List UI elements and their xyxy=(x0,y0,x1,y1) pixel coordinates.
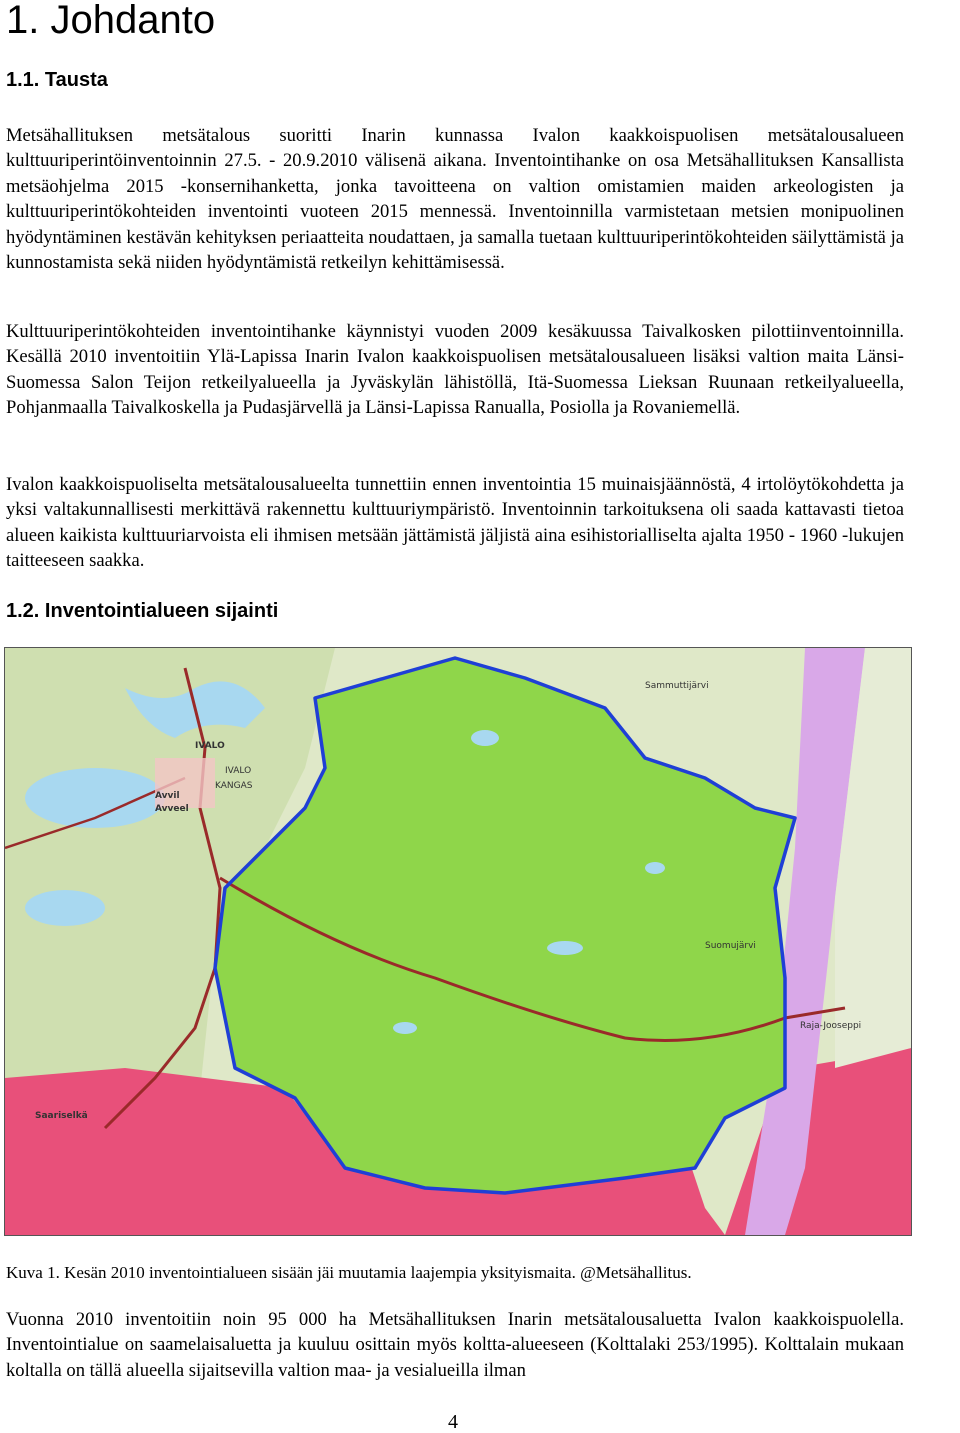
page-number: 4 xyxy=(448,1411,458,1433)
map-label-raja-jooseppi: Raja-Jooseppi xyxy=(800,1021,862,1031)
map-label-kangas: KANGAS xyxy=(215,781,253,791)
lake-shape xyxy=(25,890,105,926)
section-heading-tausta: 1.1. Tausta xyxy=(6,69,108,91)
map-label-avveel: Avveel xyxy=(155,804,189,814)
paragraph-inventory-2010: Vuonna 2010 inventoitiin noin 95 000 ha Metsähallituksen Inarin metsätalousaluetta Ivalon kaakkoispuolella. Inventointialue on saamelaisaluetta ja kuuluu osittain myös koltta-alueeseen (Kolttalaki 253/1995). Kolttalain mukaan koltalla on tällä alueella sijaitsevilla valtion maa- ja vesialueilla ilman xyxy=(6,1309,904,1381)
map-label-ivalo-2: IVALO xyxy=(225,766,252,776)
inventory-area-map xyxy=(4,647,912,1236)
map-label-ivalo: IVALO xyxy=(195,741,225,751)
paragraph-background: Metsähallituksen metsätalous suoritti Inarin kunnassa Ivalon kaakkoispuolisen metsätalousalueen kulttuuriperintöinventoinnin 27.5. - 20.9.2010 välisenä aikana. Inventointihanke on osa Metsähallituksen Kansallista metsäohjelma 2015 -konsernihanketta, jonka tavoitteena on valtion omistamien maiden arkeologisten ja kulttuuriperintökohteiden inventointi vuoteen 2015 mennessä. Inventoinnilla varmistetaan metsien monipuolinen hyödyntäminen kestävän kehityksen periaatteita noudattaen, ja samalla tuetaan kulttuuriperintökohteiden säilyttämistä ja kunnostamista sekä niiden hyödyntämistä retkeilyn kehittämisessä. xyxy=(6,125,904,274)
map-caption: Kuva 1. Kesän 2010 inventointialueen sisään jäi muutamia laajempia yksityismaita. @Metsähallitus. xyxy=(6,1263,692,1282)
lake-shape xyxy=(393,1022,417,1034)
map-label-avvil: Avvil xyxy=(155,791,180,801)
map-graphic xyxy=(5,648,911,1235)
map-label-saariselka: Saariselkä xyxy=(35,1111,88,1121)
lake-shape xyxy=(645,862,665,874)
lake-shape xyxy=(547,941,583,955)
page-title: 1. Johdanto xyxy=(6,0,216,42)
map-label-suomujarvi: Suomujärvi xyxy=(705,941,756,951)
paragraph-project-start: Kulttuuriperintökohteiden inventointihanke käynnistyi vuoden 2009 kesäkuussa Taivalkosken pilottiinventoinnilla. Kesällä 2010 inventoitiin Ylä-Lapissa Inarin Ivalon kaakkoispuolisen metsätalousalueen lisäksi valtion maita Länsi-Suomessa Salon Teijon retkeilyalueella ja Jyväskylän lähistöllä, Itä-Suomessa Lieksan Ruunaan retkeilyalueella, Pohjanmaalla Taivalkoskella ja Pudasjärvellä ja Länsi-Lapissa Ranualla, Posiolla ja Rovaniemellä. xyxy=(6,321,904,419)
map-label-sammuttijarvi: Sammuttijärvi xyxy=(645,681,709,691)
section-heading-sijainti: 1.2. Inventointialueen sijainti xyxy=(6,600,279,622)
lake-shape xyxy=(471,730,499,746)
paragraph-known-sites: Ivalon kaakkoispuoliselta metsätalousalueelta tunnettiin ennen inventointia 15 muinaisjäännöstä, 4 irtolöytökohdetta ja yksi valtakunnallisesti merkittävä rakennettu kulttuuriympäristö. Inventoinnin tarkoituksena oli saada kattavasti tietoa alueen kaikista kulttuuriarvoista eli ihmisen metsään jättämistä jäljistä aina esihistorialliselta ajalta 1950 - 1960 -lukujen taitteeseen saakka. xyxy=(6,474,904,572)
